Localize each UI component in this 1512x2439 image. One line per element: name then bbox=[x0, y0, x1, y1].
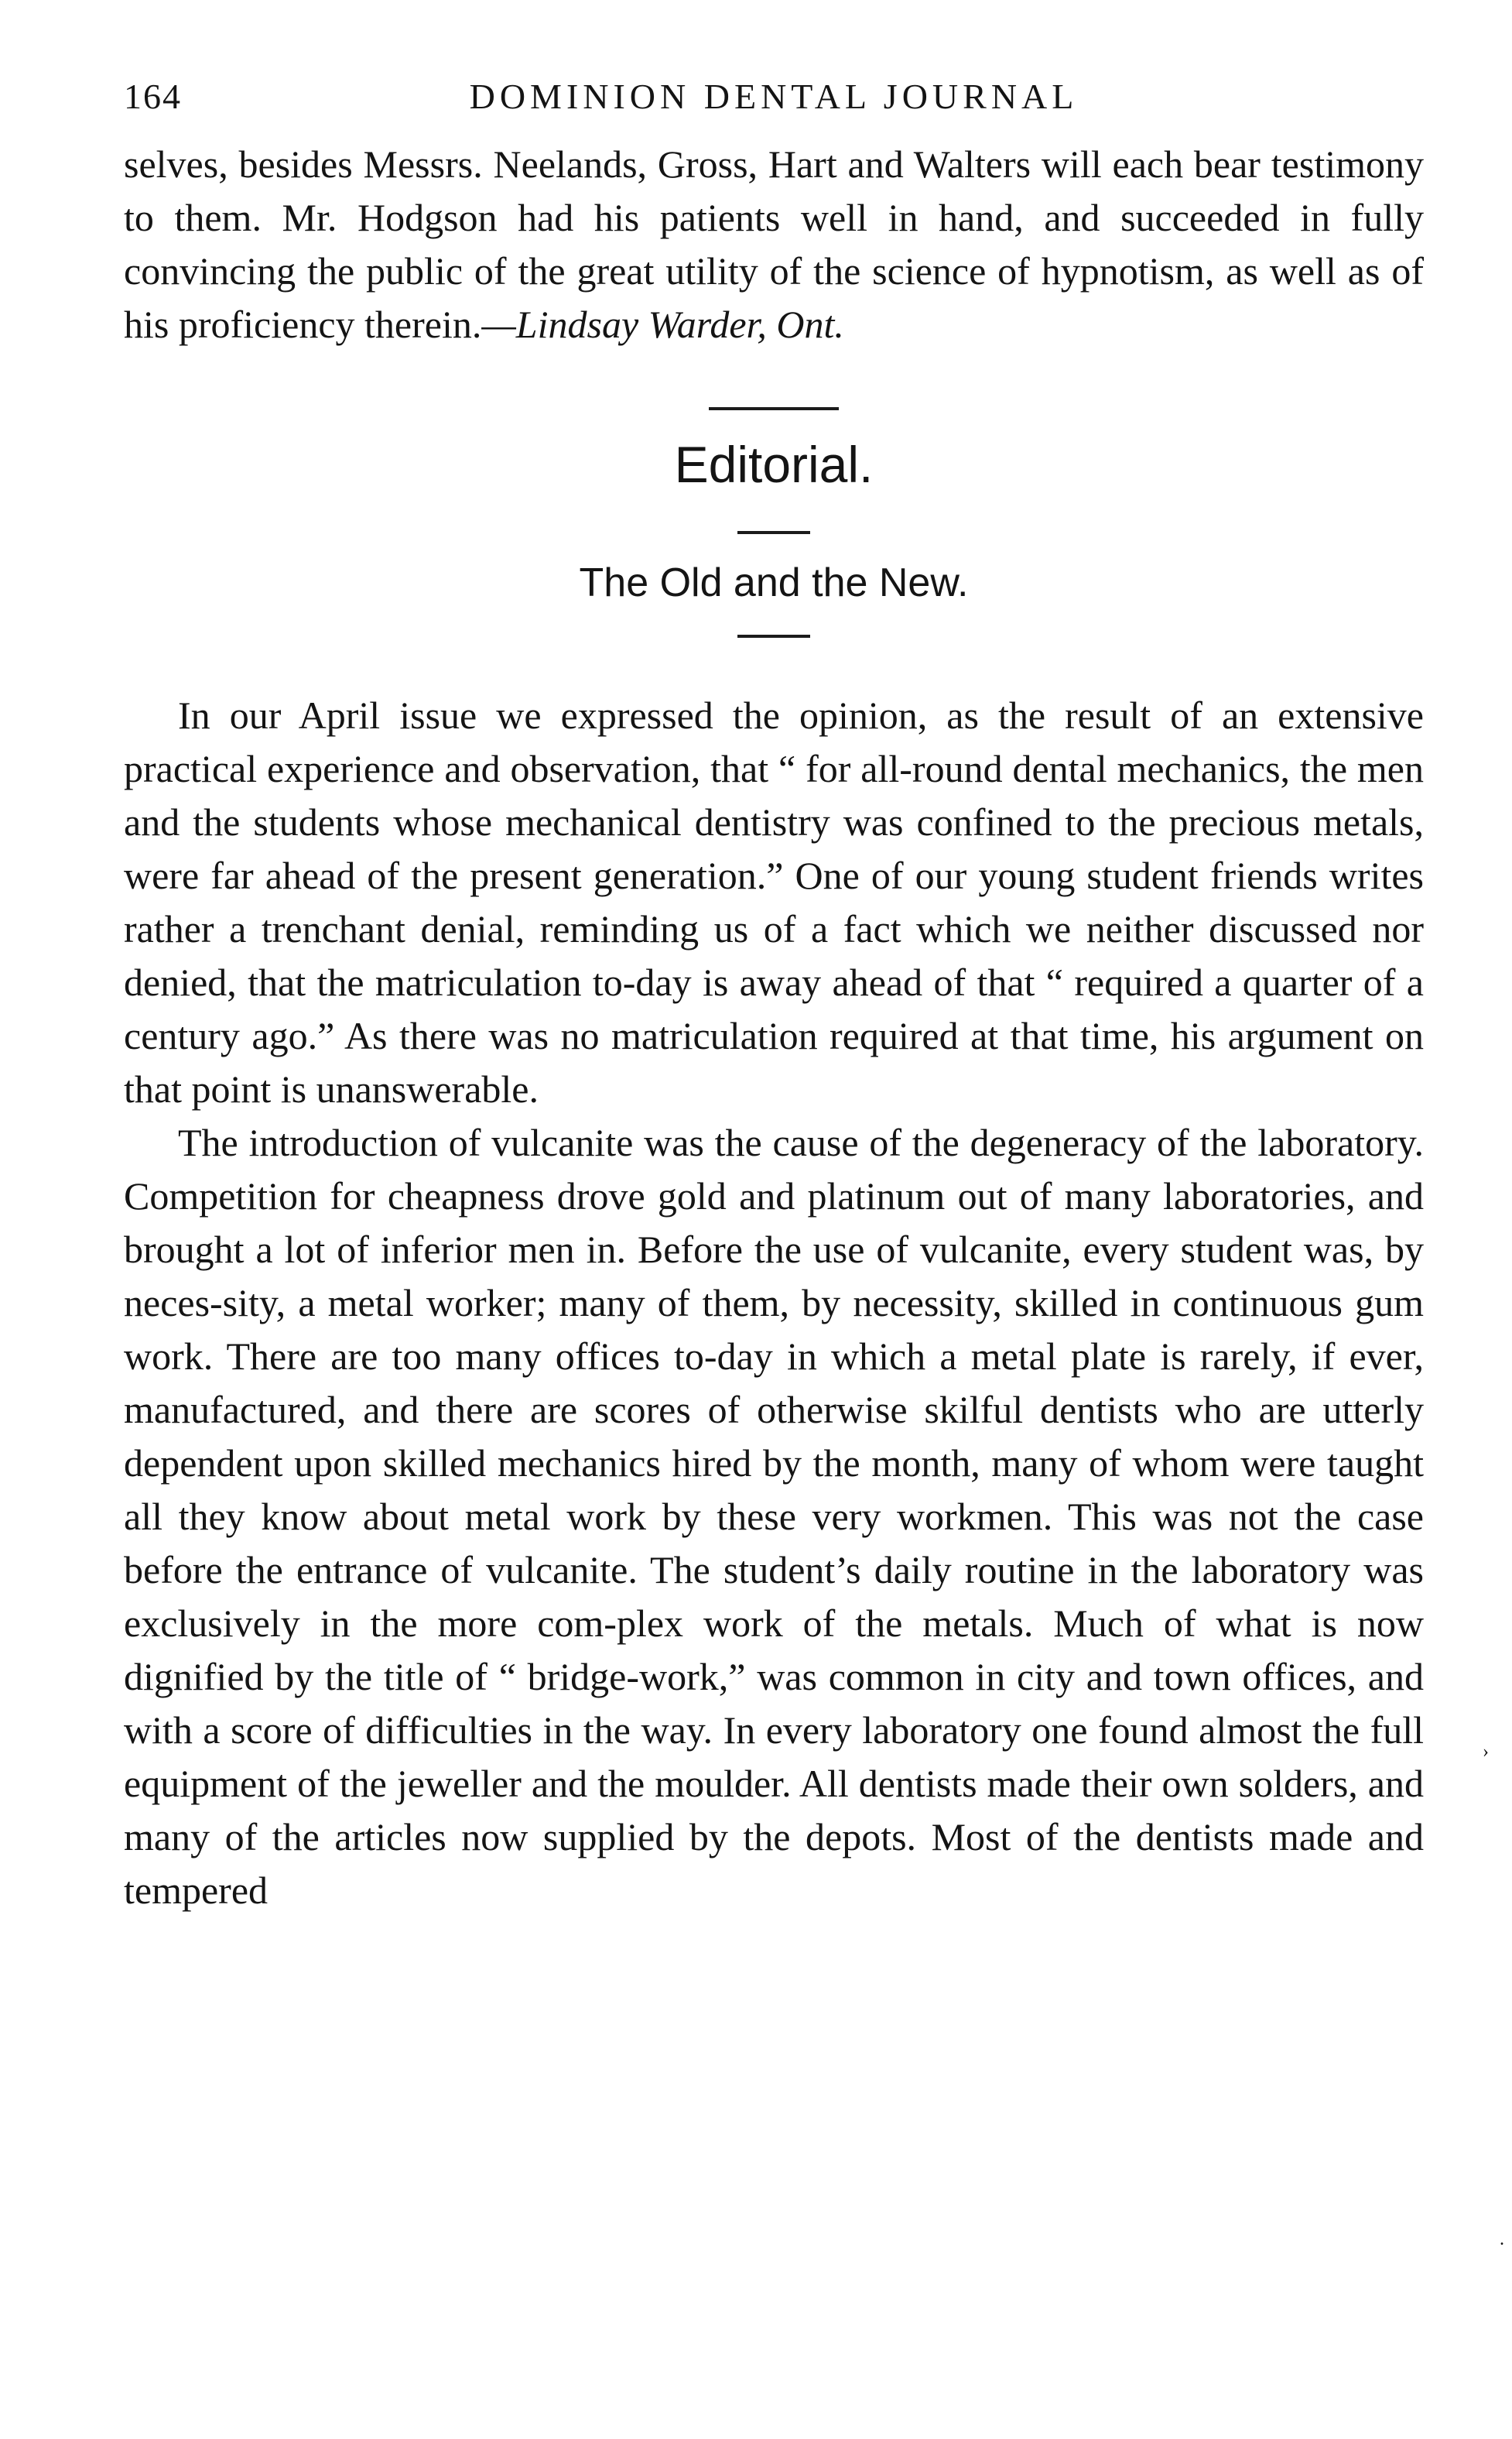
source-attribution: —Lindsay Warder, Ont. bbox=[481, 303, 844, 346]
heading-rule-bottom bbox=[737, 635, 810, 638]
article-paragraph-2: The introduction of vulcanite was the cause of the degeneracy of the laboratory. Competition for cheapness drove gold and platinum out of many laboratories, and brought a lot of inferior men in. Before the use of vulcanite, every student was, by neces-sity, a metal worker; many of them, by necessity, skilled in continuous gum work. There are too many offices to-day in which a metal plate is rarely, if ever, manufactured, and there are scores of otherwise skilful dentists who are utterly dependent upon skilled mechanics hired by the month, many of whom were taught all they know about metal work by these very workmen. This was not the case before the entrance of vulcanite. The student’s daily routine in the laboratory was exclusively in the more com-plex work of the metals. Much of what is now dignified by the title of “ bridge-work,” was common in city and town offices, and with a score of difficulties in the way. In every laboratory one found almost the full equipment of the jeweller and the moulder. All dentists made their own solders, and many of the articles now supplied by the depots. Most of the dentists made and tempered bbox=[124, 1121, 1424, 1912]
journal-page bbox=[124, 62, 1424, 1917]
margin-mark-lower: . bbox=[1500, 2229, 1504, 2249]
heading-rule-top bbox=[737, 531, 810, 534]
margin-mark: › bbox=[1483, 1742, 1489, 1762]
running-head bbox=[124, 62, 1424, 132]
section-heading: Editorial. bbox=[674, 436, 874, 493]
journal-title: DOMINION DENTAL JOURNAL bbox=[469, 77, 1079, 116]
page-number: 164 bbox=[124, 77, 182, 116]
section-divider bbox=[709, 407, 839, 410]
continued-paragraph bbox=[124, 138, 1424, 351]
article-body bbox=[124, 689, 1424, 1917]
article-paragraph-1: In our April issue we expressed the opinion, as the result of an extensive practical experience and observation, that “ for all-round dental mechanics, the men and the students whose mechanical dentistry was confined to the precious metals, were far ahead of the present generation.” One of our young student friends writes rather a trenchant denial, reminding us of a fact which we neither discussed nor denied, that the matriculation to-day is away ahead of that “ required a quarter of a century ago.” As there was no matriculation required at that time, his argument on that point is unanswerable. bbox=[124, 694, 1424, 1111]
continued-paragraph-text: selves, besides Messrs. Neelands, Gross, Hart and Walters will each bear testimony to them. Mr. Hodgson had his patients well in hand, and succeeded in fully convincing the public of the great utility of the science of hypnotism, as well as of his proficiency therein. bbox=[124, 142, 1424, 346]
article-title: The Old and the New. bbox=[579, 560, 969, 605]
